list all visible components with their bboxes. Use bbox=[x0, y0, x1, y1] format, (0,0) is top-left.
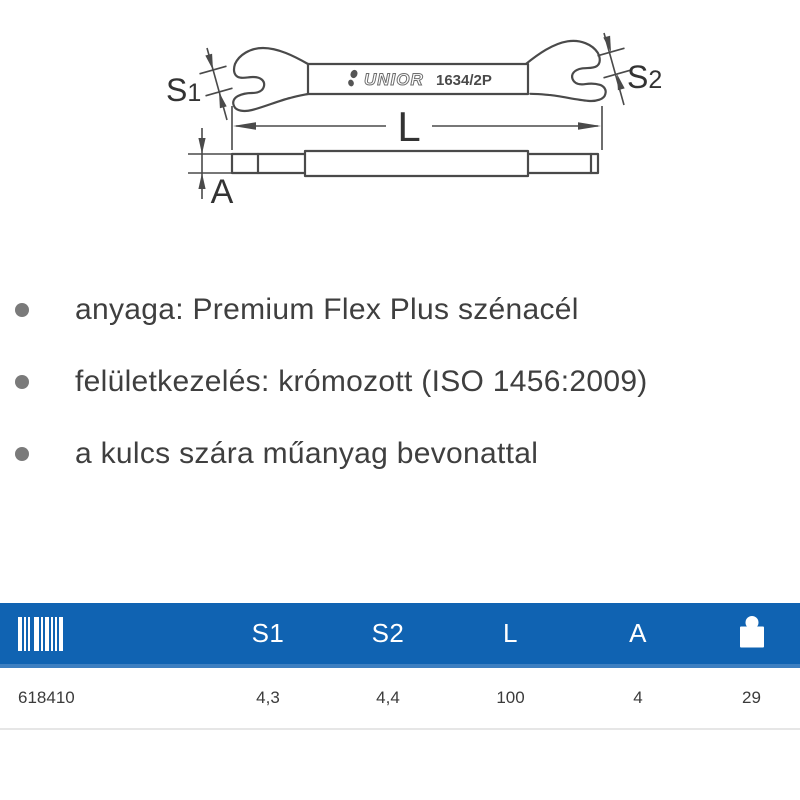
brand-logo bbox=[347, 69, 492, 89]
brand-name: UNIOR bbox=[364, 70, 424, 89]
weight-icon bbox=[703, 615, 800, 648]
wrench-right-jaw bbox=[523, 37, 607, 111]
bullet-icon bbox=[15, 375, 29, 389]
label-thickness: A bbox=[210, 173, 234, 211]
column-header-s2: S2 bbox=[371, 618, 405, 648]
feature-item-shaft bbox=[0, 418, 800, 490]
dimension-s1 bbox=[200, 48, 233, 120]
column-header-length: L bbox=[503, 618, 518, 648]
cell-thickness: 4 bbox=[633, 688, 643, 707]
feature-list bbox=[0, 274, 800, 490]
model-number: 1634/2P bbox=[436, 72, 492, 89]
column-header-s1: S1 bbox=[251, 618, 285, 648]
cell-weight: 29 bbox=[742, 688, 761, 707]
cell-s2: 4,4 bbox=[376, 688, 400, 707]
wrench-left-jaw bbox=[233, 48, 308, 111]
feature-text: a kulcs szára műanyag bevonattal bbox=[75, 437, 539, 470]
feature-text: felületkezelés: krómozott (ISO 1456:2009) bbox=[75, 365, 648, 398]
spec-table-header bbox=[0, 603, 800, 668]
cell-sku: 618410 bbox=[18, 688, 75, 707]
bullet-icon bbox=[15, 447, 29, 461]
spec-table bbox=[0, 603, 800, 730]
product-technical-diagram bbox=[0, 0, 800, 235]
barcode-icon bbox=[18, 617, 64, 651]
column-header-thickness: A bbox=[629, 618, 647, 648]
feature-item-material bbox=[0, 274, 800, 346]
label-s1: S1 bbox=[166, 72, 202, 108]
bullet-icon bbox=[15, 303, 29, 317]
label-length: L bbox=[397, 103, 421, 150]
label-s2: S2 bbox=[627, 59, 663, 95]
feature-item-coating bbox=[0, 346, 800, 418]
cell-s1: 4,3 bbox=[256, 688, 280, 707]
cell-length: 100 bbox=[496, 688, 525, 707]
feature-text: anyaga: Premium Flex Plus szénacél bbox=[75, 293, 579, 326]
spec-table-row bbox=[0, 668, 800, 730]
wrench-side-grip bbox=[305, 151, 528, 176]
